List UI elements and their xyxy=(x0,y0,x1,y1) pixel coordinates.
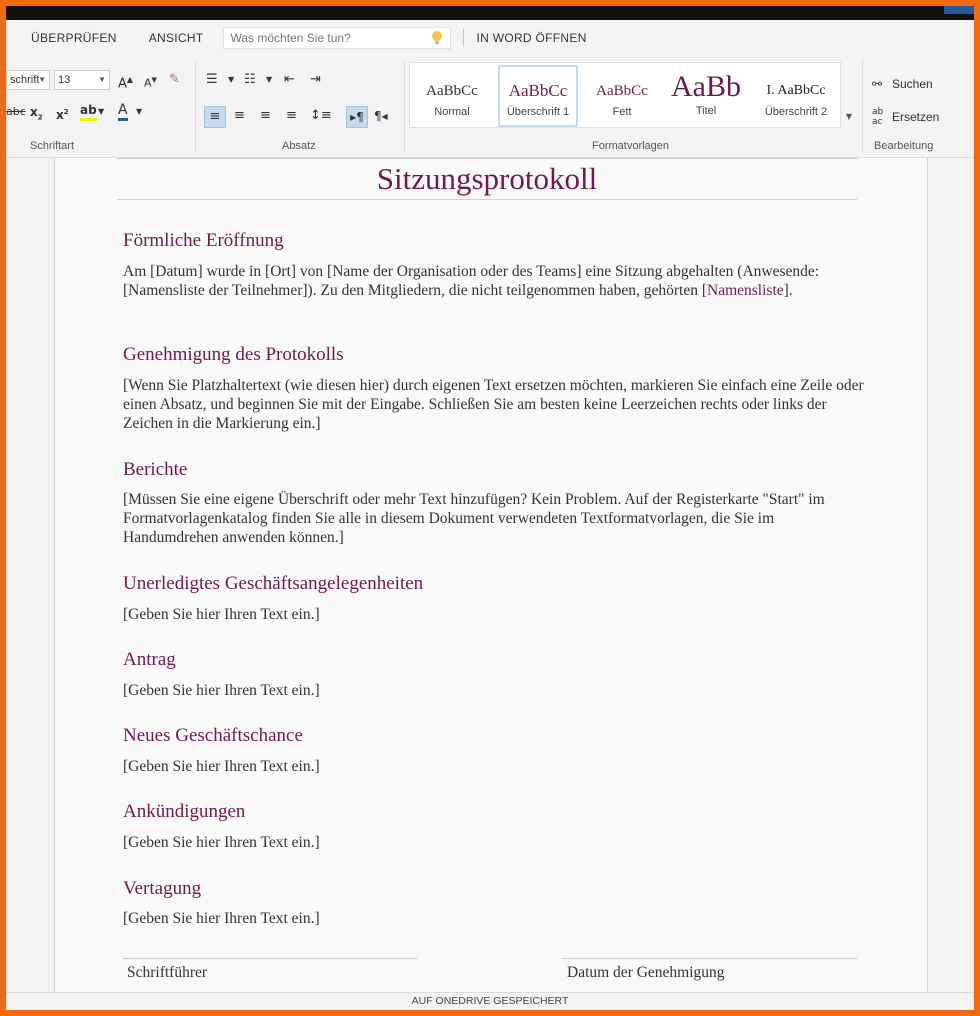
section-body[interactable]: [Geben Sie hier Ihren Text ein.] xyxy=(123,758,320,775)
font-name-value: schrift xyxy=(10,74,40,86)
align-left-icon[interactable]: ≡ xyxy=(204,106,226,128)
rtl-paragraph-icon[interactable]: ¶◂ xyxy=(374,109,388,123)
shrink-font-icon[interactable]: A▼ xyxy=(144,76,157,90)
status-bar xyxy=(6,992,974,1010)
title-bar xyxy=(6,6,974,20)
group-divider xyxy=(404,60,405,152)
signature-label-right[interactable]: Datum der Genehmigung xyxy=(567,964,725,981)
section-body[interactable] xyxy=(123,262,867,300)
style-preview: AaBbCc xyxy=(596,83,648,99)
styles-more-button[interactable] xyxy=(842,62,856,128)
font-group-label: Schriftart xyxy=(30,140,75,152)
section-heading[interactable]: Unerledigtes Geschäftsangelegenheiten xyxy=(123,573,424,594)
highlight-dropdown-icon[interactable]: ▼ xyxy=(98,107,105,116)
strikethrough-icon[interactable]: abc xyxy=(6,105,26,118)
align-right-icon[interactable]: ≡ xyxy=(260,108,271,123)
replace-button[interactable]: Ersetzen xyxy=(892,110,940,124)
body-text: Am [Datum] wurde in [Ort] von [Name der Organisation oder des Teams] eine Sitzung abgehalten (Anwesende: [Namensliste der Teilnehmer]). Zu den Mitgliedern, die nicht teilgenommen haben, gehörten xyxy=(123,263,820,299)
title-bar-accent xyxy=(944,6,974,14)
app-window xyxy=(6,6,974,1010)
section-body[interactable]: [Wenn Sie Platzhaltertext (wie diesen hier) durch eigenen Text ersetzen möchten, markieren Sie einfach eine Zeile oder einen Absatz, und beginnen Sie mit der Eingabe. Schließen Sie am besten keine Leerzeichen rechts oder links der Zeichen in die Markierung ein.] xyxy=(123,377,864,432)
decrease-indent-icon[interactable]: ⇤ xyxy=(284,72,295,87)
signature-line-right xyxy=(561,958,857,959)
body-text-end: ]. xyxy=(783,282,793,299)
section-body[interactable]: [Geben Sie hier Ihren Text ein.] xyxy=(123,910,320,927)
section-body[interactable]: [Geben Sie hier Ihren Text ein.] xyxy=(123,682,320,699)
chevron-down-icon: ▼ xyxy=(845,112,853,121)
body-highlight: [Namensliste xyxy=(701,282,784,299)
style-preview: AaBb xyxy=(671,70,741,103)
style-name: Überschrift 1 xyxy=(506,106,570,118)
section-body[interactable]: [Geben Sie hier Ihren Text ein.] xyxy=(123,834,320,851)
font-size-value: 13 xyxy=(58,74,71,86)
binoculars-icon: ⚯ xyxy=(872,77,883,91)
section-body[interactable]: [Geben Sie hier Ihren Text ein.] xyxy=(123,606,320,623)
style-normal[interactable] xyxy=(412,65,492,127)
ribbon-tabs xyxy=(6,22,974,54)
menu-divider xyxy=(463,29,464,47)
style-ueberschrift-2[interactable] xyxy=(752,65,840,127)
save-status: AUF ONEDRIVE GESPEICHERT xyxy=(411,995,569,1007)
style-preview: AaBbCc xyxy=(426,83,478,99)
replace-icon: ab ac xyxy=(872,107,884,127)
tell-me-box[interactable] xyxy=(223,27,451,49)
style-name: Überschrift 2 xyxy=(764,106,828,118)
grow-font-icon[interactable]: A▲ xyxy=(118,75,134,92)
signature-line-left xyxy=(123,958,417,959)
styles-group-label: Formatvorlagen xyxy=(592,140,670,152)
chevron-down-icon: ▼ xyxy=(98,75,106,84)
style-ueberschrift-1[interactable] xyxy=(498,65,578,127)
tab-ueberpruefen[interactable]: ÜBERPRÜFEN xyxy=(31,31,117,45)
font-color-dropdown-icon[interactable]: ▼ xyxy=(136,107,143,116)
section-heading[interactable]: Berichte xyxy=(123,459,188,480)
title-box[interactable] xyxy=(117,158,857,200)
font-color-icon[interactable]: A xyxy=(118,102,128,121)
tab-ansicht[interactable]: ANSICHT xyxy=(148,31,204,45)
chevron-down-icon: ▼ xyxy=(38,75,46,84)
increase-indent-icon[interactable]: ⇥ xyxy=(310,72,321,87)
superscript-icon[interactable]: $x^2$ xyxy=(56,108,69,122)
align-center-icon[interactable]: ≡ xyxy=(234,108,245,123)
style-name: Titel xyxy=(695,105,717,117)
bullets-dropdown-icon[interactable]: ▼ xyxy=(228,75,235,84)
styles-gallery xyxy=(409,62,841,128)
section-body[interactable]: [Müssen Sie eine eigene Überschrift oder mehr Text hinzufügen? Kein Problem. Auf der Registerkarte "Start" im Formatvorlagenkatalog finden Sie alle in diesem Dokument verwendeten Textformatvorlagen, die Sie im Handumdrehen anwenden können.] xyxy=(123,491,825,546)
find-button[interactable]: Suchen xyxy=(892,77,933,91)
subscript-icon[interactable]: $x_2$ xyxy=(30,105,43,122)
style-preview: AaBbCc xyxy=(508,81,568,100)
clear-format-icon[interactable]: ✎ xyxy=(169,72,180,87)
editing-group-label: Bearbeitung xyxy=(874,140,934,152)
group-divider xyxy=(195,60,196,152)
justify-icon[interactable]: ≡ xyxy=(286,108,297,123)
section-heading[interactable]: Ankündigungen xyxy=(123,801,246,822)
lightbulb-icon xyxy=(430,30,444,46)
section-heading[interactable]: Förmliche Eröffnung xyxy=(123,230,284,251)
highlight-icon[interactable]: ab xyxy=(80,102,97,121)
ltr-paragraph-icon[interactable]: ▸¶ xyxy=(346,106,368,128)
numbering-dropdown-icon[interactable]: ▼ xyxy=(266,75,273,84)
open-in-word-button[interactable]: IN WORD ÖFFNEN xyxy=(476,31,587,45)
group-divider xyxy=(862,60,863,152)
style-name: Fett xyxy=(612,106,632,118)
style-fett[interactable] xyxy=(582,65,662,127)
paragraph-group-label: Absatz xyxy=(282,140,316,152)
font-size-select[interactable] xyxy=(54,70,110,90)
style-preview: I. AaBbCc xyxy=(766,83,826,98)
tell-me-placeholder: Was möchten Sie tun? xyxy=(230,31,351,45)
document-title[interactable]: Sitzungsprotokoll xyxy=(376,161,598,196)
line-spacing-icon[interactable]: ↕≡ xyxy=(310,108,332,123)
document-area[interactable] xyxy=(6,158,974,992)
section-heading[interactable]: Antrag xyxy=(123,649,176,670)
section-heading[interactable]: Genehmigung des Protokolls xyxy=(123,344,344,365)
ribbon xyxy=(6,54,974,158)
document-page[interactable] xyxy=(54,158,928,992)
font-name-select[interactable] xyxy=(6,70,50,90)
style-name: Normal xyxy=(434,106,470,118)
section-heading[interactable]: Vertagung xyxy=(123,878,202,899)
style-titel[interactable] xyxy=(666,65,746,127)
bullets-icon[interactable]: ☰ xyxy=(206,72,218,87)
signature-label-left[interactable]: Schriftführer xyxy=(127,964,208,981)
section-heading[interactable]: Neues Geschäftschance xyxy=(123,725,303,746)
numbering-icon[interactable]: ☷ xyxy=(244,72,256,87)
